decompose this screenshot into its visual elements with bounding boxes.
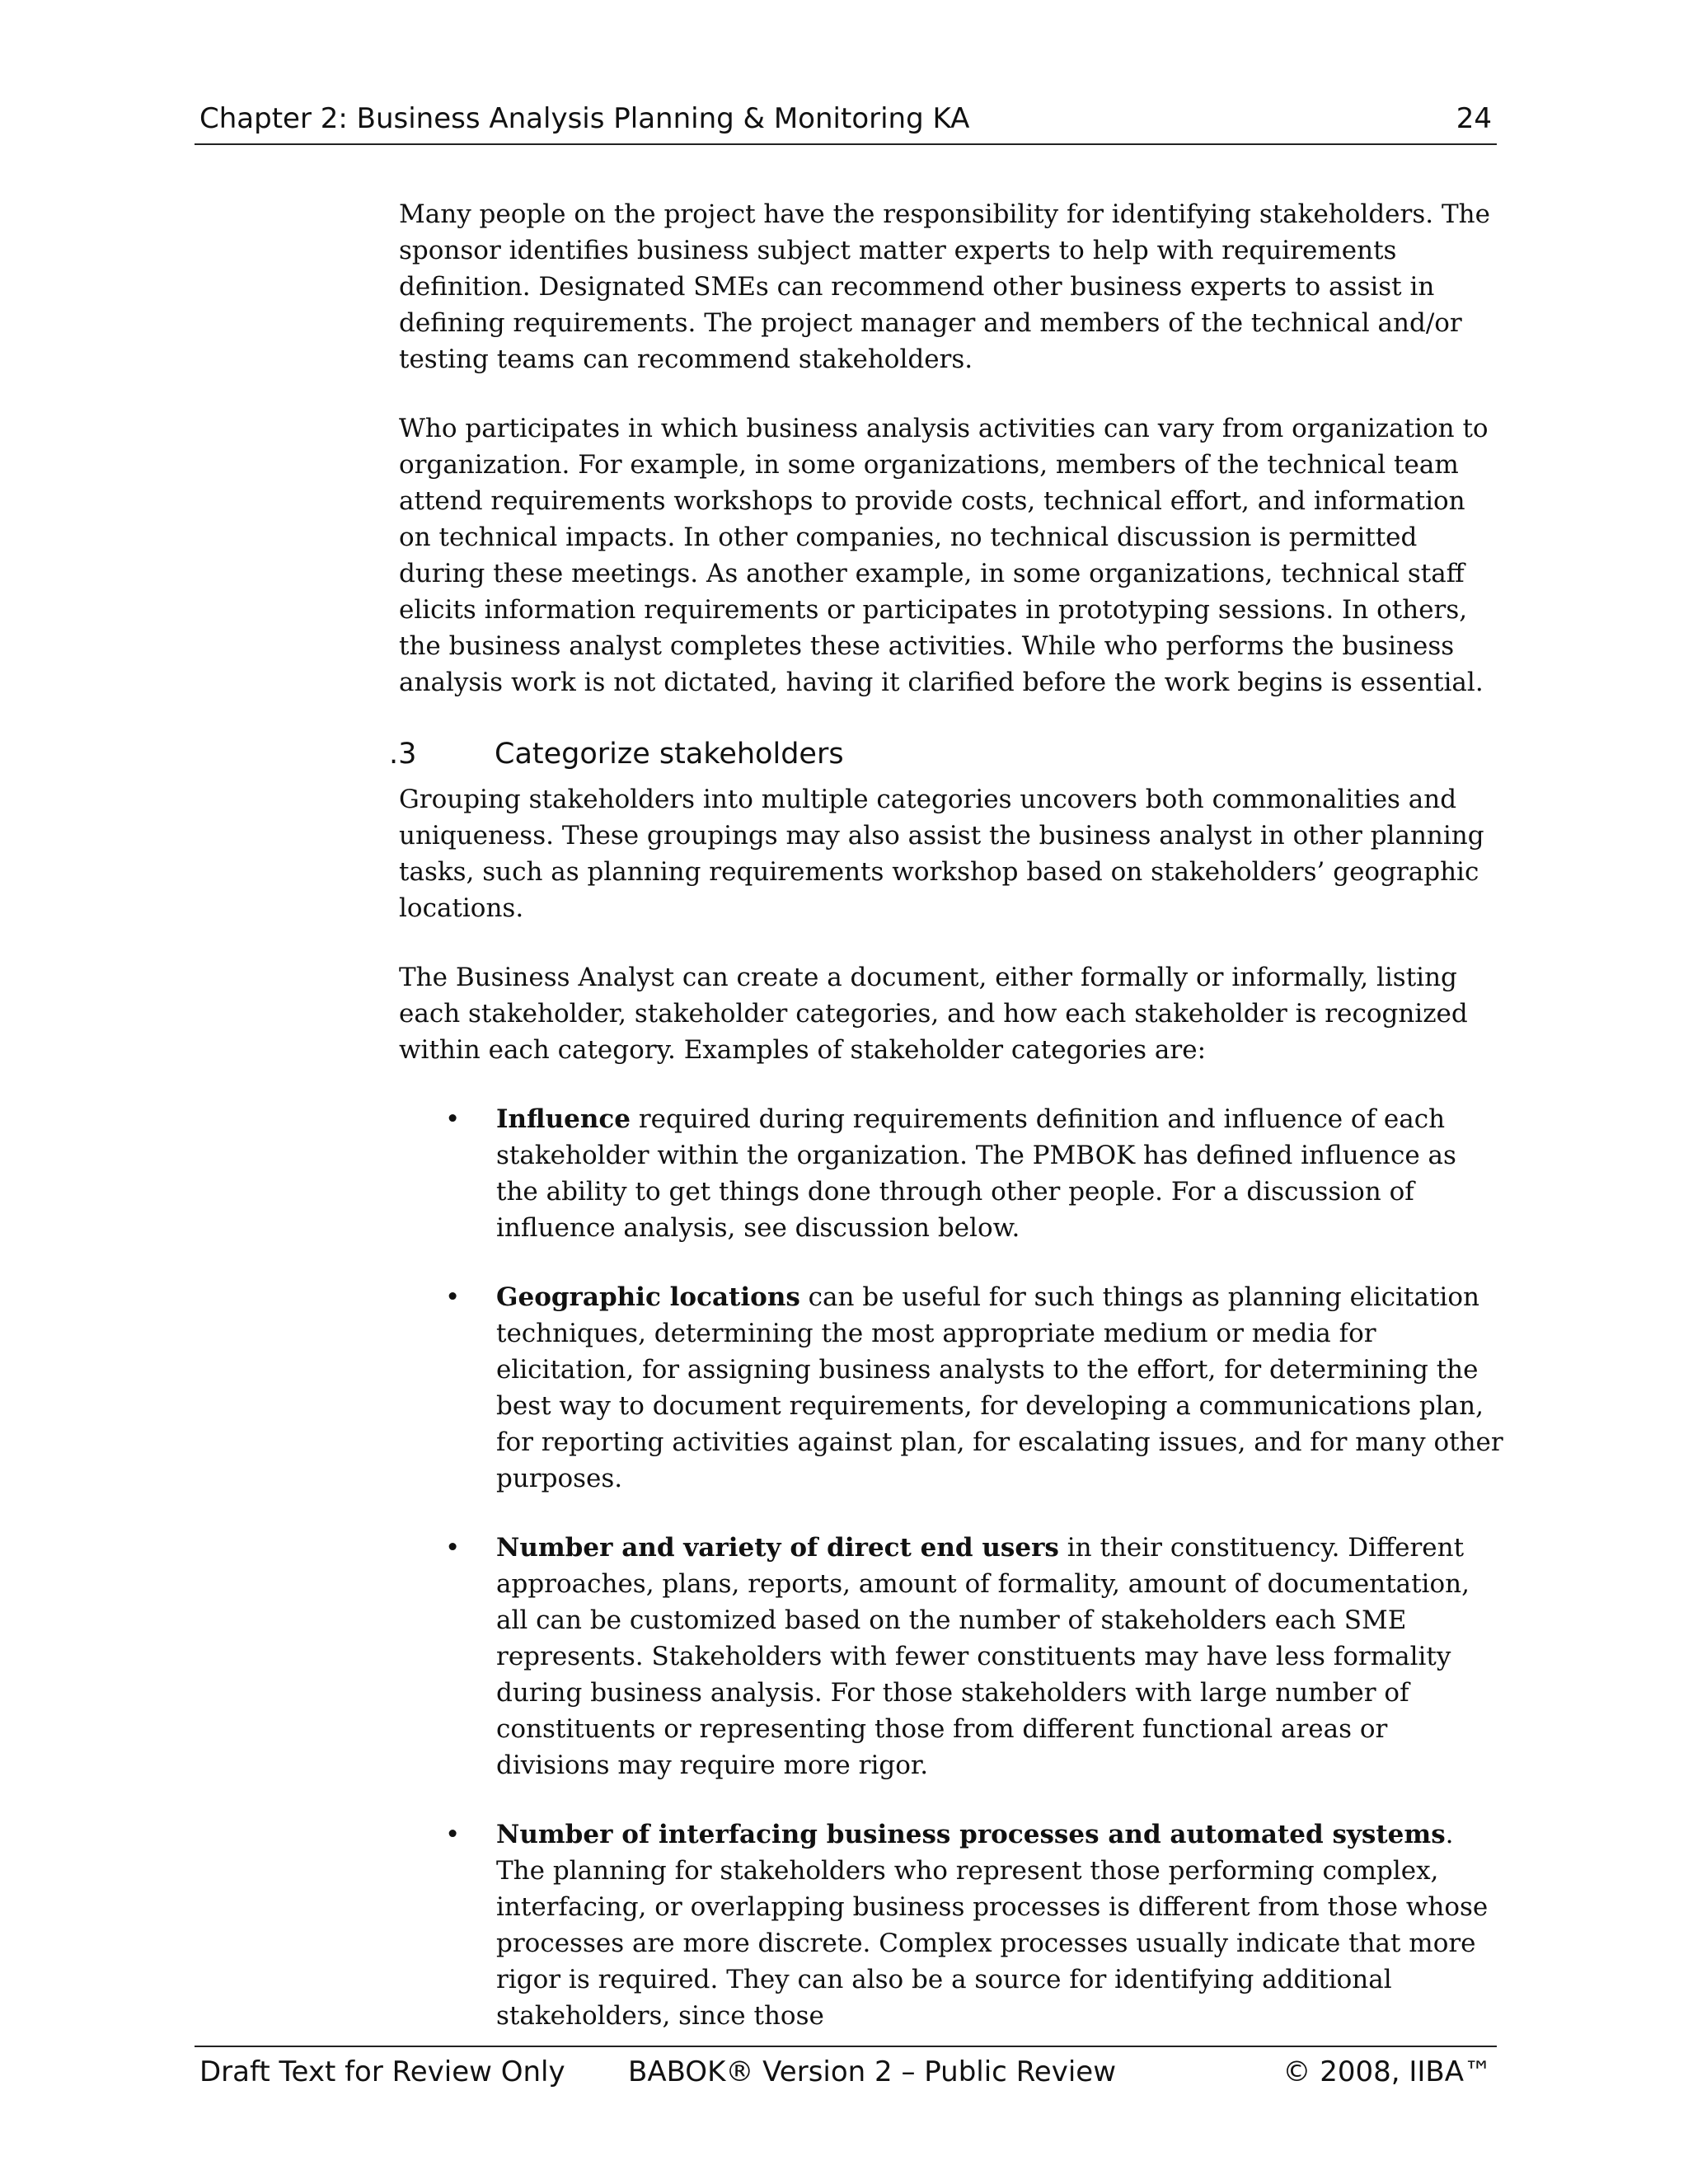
page-footer xyxy=(195,2046,1497,2097)
list-item-term: Influence xyxy=(496,1104,631,1134)
paragraph: Many people on the project have the responsibility for identifying stakeholders. The sponsor identifies business subject matter experts to help with requirements definition. Designated SMEs can recommend other business experts to assist in defining requirements. The project manager and members of the technical and/or testing teams can recommend stakeholders. xyxy=(399,199,1490,374)
list-item xyxy=(399,1816,1503,2034)
list-item xyxy=(399,1279,1503,1497)
stakeholder-category-list xyxy=(399,1101,1503,2034)
list-item-term: Number and variety of direct end users xyxy=(496,1533,1059,1563)
list-item-term: Number of interfacing business processes and automated systems xyxy=(496,1820,1446,1849)
list-item-text: . The planning for stakeholders who represent those performing complex, interfacing, or overlapping business processes is different from those whose processes are more discrete. Complex processes usually indicate that more rigor is required. They can also be a source for identifying additional stakeholders, since those xyxy=(496,1820,1489,2031)
list-item xyxy=(399,1101,1503,1246)
chapter-title: Chapter 2: Business Analysis Planning & Monitoring KA xyxy=(199,102,970,135)
bullet-icon: • xyxy=(445,1282,461,1312)
paragraph: Grouping stakeholders into multiple categories uncovers both commonalities and uniqueness. These groupings may also assist the business analyst in other planning tasks, such as planning requirements workshop based on stakeholders’ geographic locations. xyxy=(399,785,1484,923)
footer-version: BABOK® Version 2 – Public Review xyxy=(628,2055,1116,2088)
list-item-text: required during requirements definition and influence of each stakeholder within the organization. The PMBOK has defined influence as the ability to get things done through other people. For a discussion of influence analysis, see discussion below. xyxy=(496,1104,1456,1243)
list-item-term: Geographic locations xyxy=(496,1282,800,1312)
list-item xyxy=(399,1530,1503,1783)
section-heading xyxy=(389,733,1503,775)
page-header xyxy=(195,97,1497,145)
paragraph: The Business Analyst can create a document, either formally or informally, listing each stakeholder, stakeholder categories, and how each stakeholder is recognized within each category. Examples of stakeholder categories are: xyxy=(399,963,1468,1065)
bullet-icon: • xyxy=(445,1104,461,1134)
page-number: 24 xyxy=(1456,102,1492,135)
paragraph: Who participates in which business analysis activities can vary from organization to organization. For example, in some organizations, members of the technical team attend requirements workshops to provide costs, technical effort, and information on technical impacts. In other companies, no technical discussion is permitted during these meetings. As another example, in some organizations, technical staff elicits information requirements or participates in prototyping sessions. In others, the business analyst completes these activities. While who performs the business analysis work is not dictated, having it clarified before the work begins is essential. xyxy=(399,414,1489,697)
footer-draft-note: Draft Text for Review Only xyxy=(199,2055,565,2088)
page-body xyxy=(389,196,1503,2067)
list-item-text: in their constituency. Different approaches, plans, reports, amount of formality, amount of documentation, all can be customized based on the number of stakeholders each SME represents. Stakeholders with fewer constituents may have less formality during business analysis. For those stakeholders with large number of constituents or representing those from different functional areas or divisions may require more rigor. xyxy=(496,1533,1470,1780)
bullet-icon: • xyxy=(445,1533,461,1563)
bullet-icon: • xyxy=(445,1820,461,1849)
section-number: .3 xyxy=(389,738,417,771)
list-item-text: can be useful for such things as planning elicitation techniques, determining the most appropriate medium or media for elicitation, for assigning business analysts to the effort, for determining the best way to document requirements, for developing a communications plan, for reporting activities against plan, for escalating issues, and for many other purposes. xyxy=(496,1282,1503,1493)
section-title: Categorize stakeholders xyxy=(495,738,844,771)
footer-copyright: © 2008, IIBA™ xyxy=(1282,2055,1492,2088)
